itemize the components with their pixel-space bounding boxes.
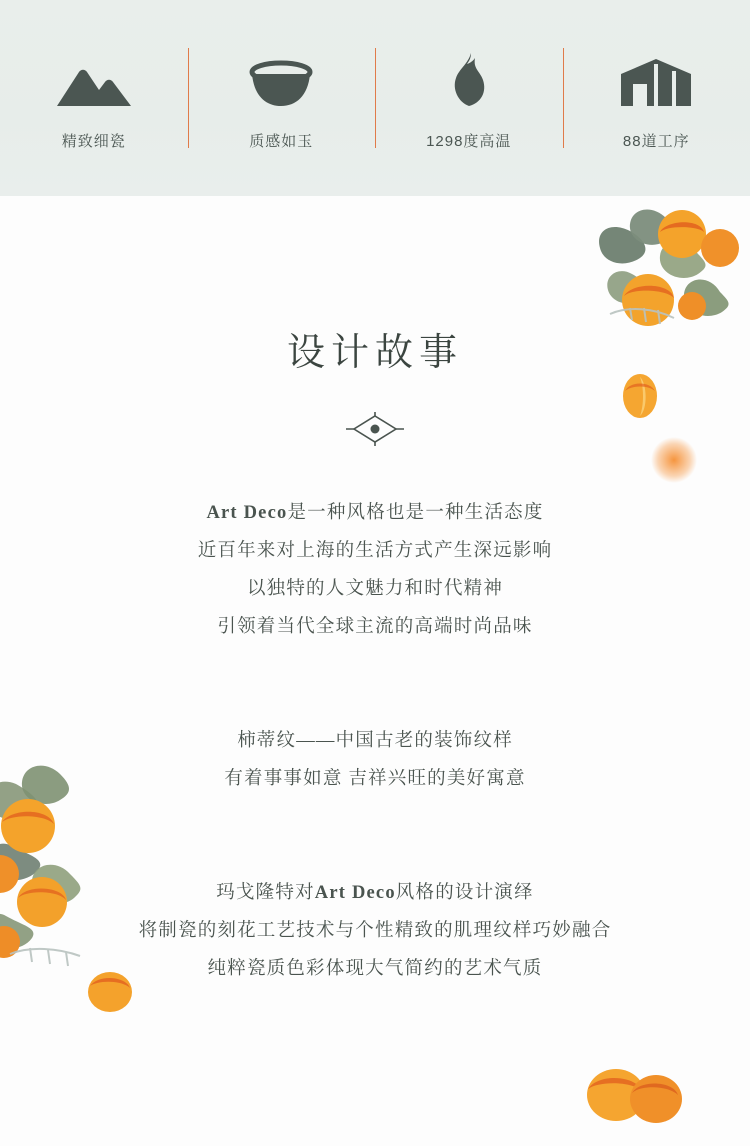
feature-label: 精致细瓷 — [61, 132, 126, 150]
story-line: 柿蒂纹——中国古老的装饰纹样 — [237, 731, 513, 751]
feature-item-4 — [563, 0, 750, 196]
story-line-bold: Art Deco — [314, 883, 396, 903]
page-title: 设计故事 — [286, 332, 463, 374]
story-line: 将制瓷的刻花工艺技术与个性精致的肌理纹样巧妙融合 — [138, 921, 612, 941]
feature-label: 质感如玉 — [249, 132, 314, 150]
story-line-bold: Art Deco — [206, 503, 288, 523]
story-line: 引领着当代全球主流的高端时尚品味 — [217, 617, 533, 637]
mountain-icon — [55, 54, 133, 108]
story-paragraph-3 — [0, 874, 750, 988]
feature-strip — [0, 0, 750, 196]
story-line-text: 是一种风格也是一种生活态度 — [287, 503, 544, 523]
story-line: 纯粹瓷质色彩体现大气简约的艺术气质 — [207, 959, 543, 979]
spacer — [0, 692, 750, 722]
spacer — [0, 844, 750, 874]
persimmon-pair-bottom-right-icon — [580, 1041, 690, 1146]
flame-icon — [447, 54, 491, 108]
story-line: 有着事事如意 吉祥兴旺的美好寓意 — [224, 769, 526, 789]
story-line-tail: 风格的设计演绎 — [395, 883, 534, 903]
story-paragraph-1 — [0, 494, 750, 646]
feature-item-2 — [188, 0, 376, 196]
story-paragraph-2 — [0, 722, 750, 798]
diamond-ornament-icon — [0, 410, 750, 448]
story-body — [0, 494, 750, 988]
feature-item-3 — [375, 0, 563, 196]
story-line: 以独特的人文魅力和时代精神 — [246, 579, 504, 599]
bowl-icon — [248, 54, 314, 108]
feature-item-1 — [0, 0, 188, 196]
story-line — [0, 494, 750, 532]
design-story-section — [0, 196, 750, 1146]
kiln-icon — [619, 54, 693, 108]
story-line-text: 玛戈隆特对 — [216, 883, 315, 903]
feature-label: 1298度高温 — [426, 132, 512, 150]
story-line — [0, 874, 750, 912]
story-line: 近百年来对上海的生活方式产生深远影响 — [197, 541, 553, 561]
feature-label: 88道工序 — [622, 132, 690, 150]
